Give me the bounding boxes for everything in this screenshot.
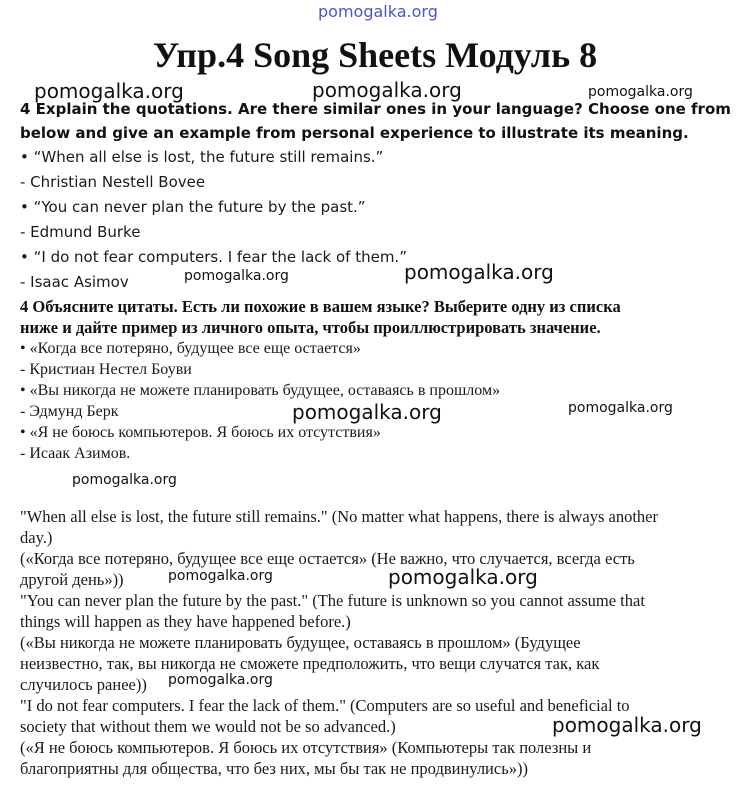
quote-author-ru: - Исаак Азимов. [20,445,131,462]
watermark: pomogalka.org [34,79,184,103]
answer-line: society that without them we would not be so advanced.) [20,717,396,736]
page-title: Упр.4 Song Sheets Модуль 8 [152,35,598,75]
quote-author-ru: - Эдмунд Берк [20,403,119,420]
quote-author-ru: - Кристиан Нестел Боуви [20,361,192,378]
watermark: pomogalka.org [168,568,273,584]
quote-ru: • «Когда все потеряно, будущее все еще остается» [20,340,361,357]
quote-en: • “You can never plan the future by the past.” [20,198,366,216]
watermark: pomogalka.org [404,260,554,284]
quote-en: • “When all else is lost, the future still remains.” [20,148,384,166]
answer-line: "I do not fear computers. I fear the lack of them." (Computers are so useful and beneficial to [20,696,630,715]
watermark: pomogalka.org [168,672,273,688]
answer-line: day.) [20,528,53,547]
task-en-line: below and give an example from personal experience to illustrate its meaning. [20,124,689,142]
answer-line: things will happen as they have happened before.) [20,612,351,631]
top-watermark-link[interactable]: pomogalka.org [318,2,438,21]
task-en-line: 4 Explain the quotations. Are there similar ones in your language? Choose one from [20,100,731,118]
watermark: pomogalka.org [552,713,702,737]
quote-en: • “I do not fear computers. I fear the lack of them.” [20,248,407,266]
watermark: pomogalka.org [72,472,177,488]
watermark: pomogalka.org [184,268,289,284]
watermark: pomogalka.org [388,565,538,589]
quote-author-en: - Isaac Asimov [20,273,129,291]
answer-line: случилось ранее)) [20,675,147,694]
quote-author-en: - Edmund Burke [20,223,141,241]
watermark: pomogalka.org [568,400,673,416]
answer-line: благоприятны для общества, что без них, мы бы так не продвинулись»)) [20,759,528,778]
quote-ru: • «Я не боюсь компьютеров. Я боюсь их отсутствия» [20,424,381,441]
quote-ru: • «Вы никогда не можете планировать будущее, оставаясь в прошлом» [20,382,501,399]
task-ru-line: ниже и дайте пример из личного опыта, чтобы проиллюстрировать значение. [20,318,601,337]
watermark: pomogalka.org [292,400,442,424]
answer-line: "You can never plan the future by the past." (The future is unknown so you cannot assume that [20,591,645,610]
answer-line: («Когда все потеряно, будущее все еще остается» (Не важно, что случается, всегда есть [20,549,635,568]
watermark: pomogalka.org [312,78,462,102]
answer-line: другой день»)) [20,570,124,589]
watermark: pomogalka.org [588,84,693,100]
answer-line: "When all else is lost, the future still remains." (No matter what happens, there is always another [20,507,658,526]
answer-line: («Я не боюсь компьютеров. Я боюсь их отсутствия» (Компьютеры так полезны и [20,738,592,757]
quote-author-en: - Christian Nestell Bovee [20,173,206,191]
answer-line: неизвестно, так, вы никогда не сможете предположить, что вещи случатся так, как [20,654,600,673]
answer-line: («Вы никогда не можете планировать будущее, оставаясь в прошлом» (Будущее [20,633,581,652]
task-ru-line: 4 Объясните цитаты. Есть ли похожие в вашем языке? Выберите одну из списка [20,297,621,316]
